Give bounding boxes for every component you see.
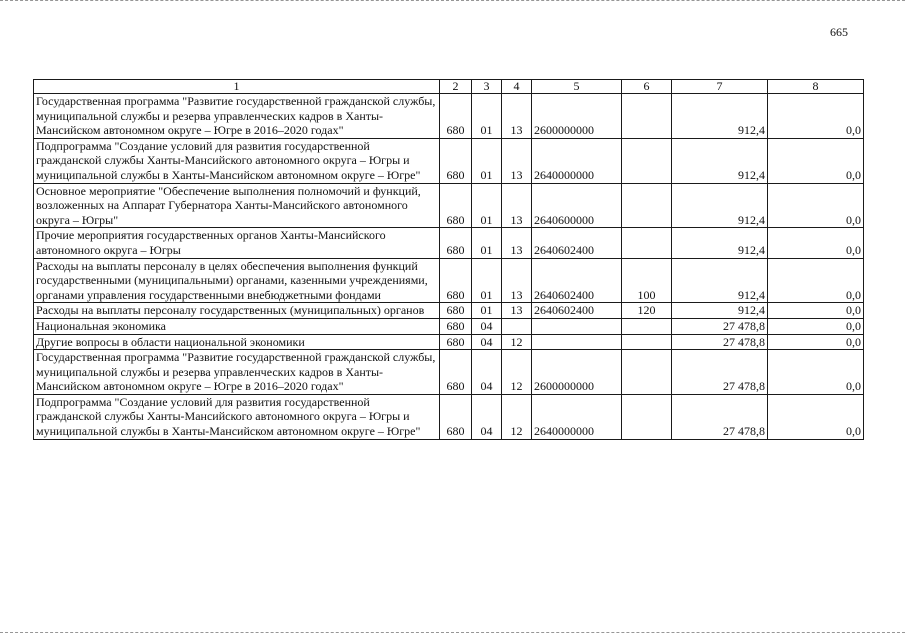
amount-column-7: 27 478,8 (672, 334, 768, 350)
table-row (34, 94, 864, 139)
amount-column-8: 0,0 (768, 350, 864, 395)
target-article-code: 2640000000 (532, 394, 622, 439)
amount-column-7: 27 478,8 (672, 318, 768, 334)
row-name: Другие вопросы в области национальной экономики (34, 334, 440, 350)
admin-code: 680 (440, 258, 472, 303)
column-header: 5 (532, 80, 622, 94)
column-header: 8 (768, 80, 864, 94)
expense-type-code (622, 138, 672, 183)
amount-column-7: 912,4 (672, 183, 768, 228)
expense-type-code (622, 350, 672, 395)
expense-type-code (622, 318, 672, 334)
admin-code: 680 (440, 183, 472, 228)
row-name: Подпрограмма "Создание условий для развития государственной гражданской службы Ханты-Мансийского автономного округа – Югры и муниципальной службы в Ханты-Мансийском автономном округе – Югре" (34, 138, 440, 183)
amount-column-8: 0,0 (768, 258, 864, 303)
section-code: 01 (472, 183, 502, 228)
amount-column-8: 0,0 (768, 334, 864, 350)
column-header: 3 (472, 80, 502, 94)
expense-type-code (622, 394, 672, 439)
row-name: Государственная программа "Развитие государственной гражданской службы, муниципальной службы и резерва управленческих кадров в Ханты-Мансийском автономном округе – Югре в 2016–2020 годах" (34, 94, 440, 139)
section-code: 01 (472, 138, 502, 183)
section-code: 01 (472, 94, 502, 139)
subsection-code: 13 (502, 228, 532, 258)
subsection-code: 13 (502, 183, 532, 228)
table-row (34, 334, 864, 350)
amount-column-8: 0,0 (768, 138, 864, 183)
admin-code: 680 (440, 138, 472, 183)
row-name: Национальная экономика (34, 318, 440, 334)
target-article-code: 2640600000 (532, 183, 622, 228)
subsection-code: 13 (502, 94, 532, 139)
amount-column-8: 0,0 (768, 183, 864, 228)
table-row (34, 350, 864, 395)
admin-code: 680 (440, 334, 472, 350)
target-article-code: 2640000000 (532, 138, 622, 183)
section-code: 01 (472, 228, 502, 258)
amount-column-8: 0,0 (768, 318, 864, 334)
amount-column-7: 912,4 (672, 228, 768, 258)
amount-column-8: 0,0 (768, 394, 864, 439)
table-row (34, 258, 864, 303)
subsection-code: 12 (502, 394, 532, 439)
column-header: 1 (34, 80, 440, 94)
expense-type-code: 120 (622, 303, 672, 319)
table-row (34, 394, 864, 439)
top-scan-edge (0, 0, 905, 2)
amount-column-7: 912,4 (672, 258, 768, 303)
bottom-scan-edge (0, 632, 905, 634)
section-code: 04 (472, 318, 502, 334)
amount-column-7: 912,4 (672, 94, 768, 139)
subsection-code: 13 (502, 138, 532, 183)
page-number: 665 (830, 25, 848, 39)
table-row (34, 303, 864, 319)
target-article-code: 2600000000 (532, 94, 622, 139)
column-header: 6 (622, 80, 672, 94)
target-article-code (532, 318, 622, 334)
subsection-code: 12 (502, 350, 532, 395)
amount-column-7: 912,4 (672, 303, 768, 319)
table-row (34, 318, 864, 334)
subsection-code: 12 (502, 334, 532, 350)
table-row (34, 183, 864, 228)
amount-column-7: 27 478,8 (672, 394, 768, 439)
admin-code: 680 (440, 394, 472, 439)
column-header: 2 (440, 80, 472, 94)
row-name: Расходы на выплаты персоналу в целях обеспечения выполнения функций государственными (муниципальными) органами, казенными учреждениями, органами управления государственными внебюджетными фондами (34, 258, 440, 303)
row-name: Подпрограмма "Создание условий для развития государственной гражданской службы Ханты-Мансийского автономного округа – Югры и муниципальной службы в Ханты-Мансийском автономном округе – Югре" (34, 394, 440, 439)
subsection-code: 13 (502, 303, 532, 319)
expense-type-code: 100 (622, 258, 672, 303)
section-code: 01 (472, 303, 502, 319)
expense-type-code (622, 183, 672, 228)
row-name: Государственная программа "Развитие государственной гражданской службы, муниципальной службы и резерва управленческих кадров в Ханты-Мансийском автономном округе – Югре в 2016–2020 годах" (34, 350, 440, 395)
subsection-code: 13 (502, 258, 532, 303)
row-name: Основное мероприятие "Обеспечение выполнения полномочий и функций, возложенных на Аппарат Губернатора Ханты-Мансийского автономного округа – Югры" (34, 183, 440, 228)
target-article-code: 2600000000 (532, 350, 622, 395)
table-row (34, 138, 864, 183)
column-header: 4 (502, 80, 532, 94)
budget-table (33, 79, 864, 440)
table-row (34, 228, 864, 258)
target-article-code: 2640602400 (532, 303, 622, 319)
subsection-code (502, 318, 532, 334)
admin-code: 680 (440, 94, 472, 139)
target-article-code: 2640602400 (532, 228, 622, 258)
admin-code: 680 (440, 303, 472, 319)
section-code: 04 (472, 334, 502, 350)
section-code: 01 (472, 258, 502, 303)
amount-column-8: 0,0 (768, 303, 864, 319)
expense-type-code (622, 228, 672, 258)
column-header: 7 (672, 80, 768, 94)
expense-type-code (622, 334, 672, 350)
row-name: Прочие мероприятия государственных органов Ханты-Мансийского автономного округа – Югры (34, 228, 440, 258)
amount-column-8: 0,0 (768, 228, 864, 258)
column-number-row (34, 80, 864, 94)
amount-column-8: 0,0 (768, 94, 864, 139)
target-article-code (532, 334, 622, 350)
amount-column-7: 912,4 (672, 138, 768, 183)
target-article-code: 2640602400 (532, 258, 622, 303)
expense-type-code (622, 94, 672, 139)
admin-code: 680 (440, 318, 472, 334)
admin-code: 680 (440, 350, 472, 395)
row-name: Расходы на выплаты персоналу государственных (муниципальных) органов (34, 303, 440, 319)
section-code: 04 (472, 350, 502, 395)
amount-column-7: 27 478,8 (672, 350, 768, 395)
section-code: 04 (472, 394, 502, 439)
admin-code: 680 (440, 228, 472, 258)
